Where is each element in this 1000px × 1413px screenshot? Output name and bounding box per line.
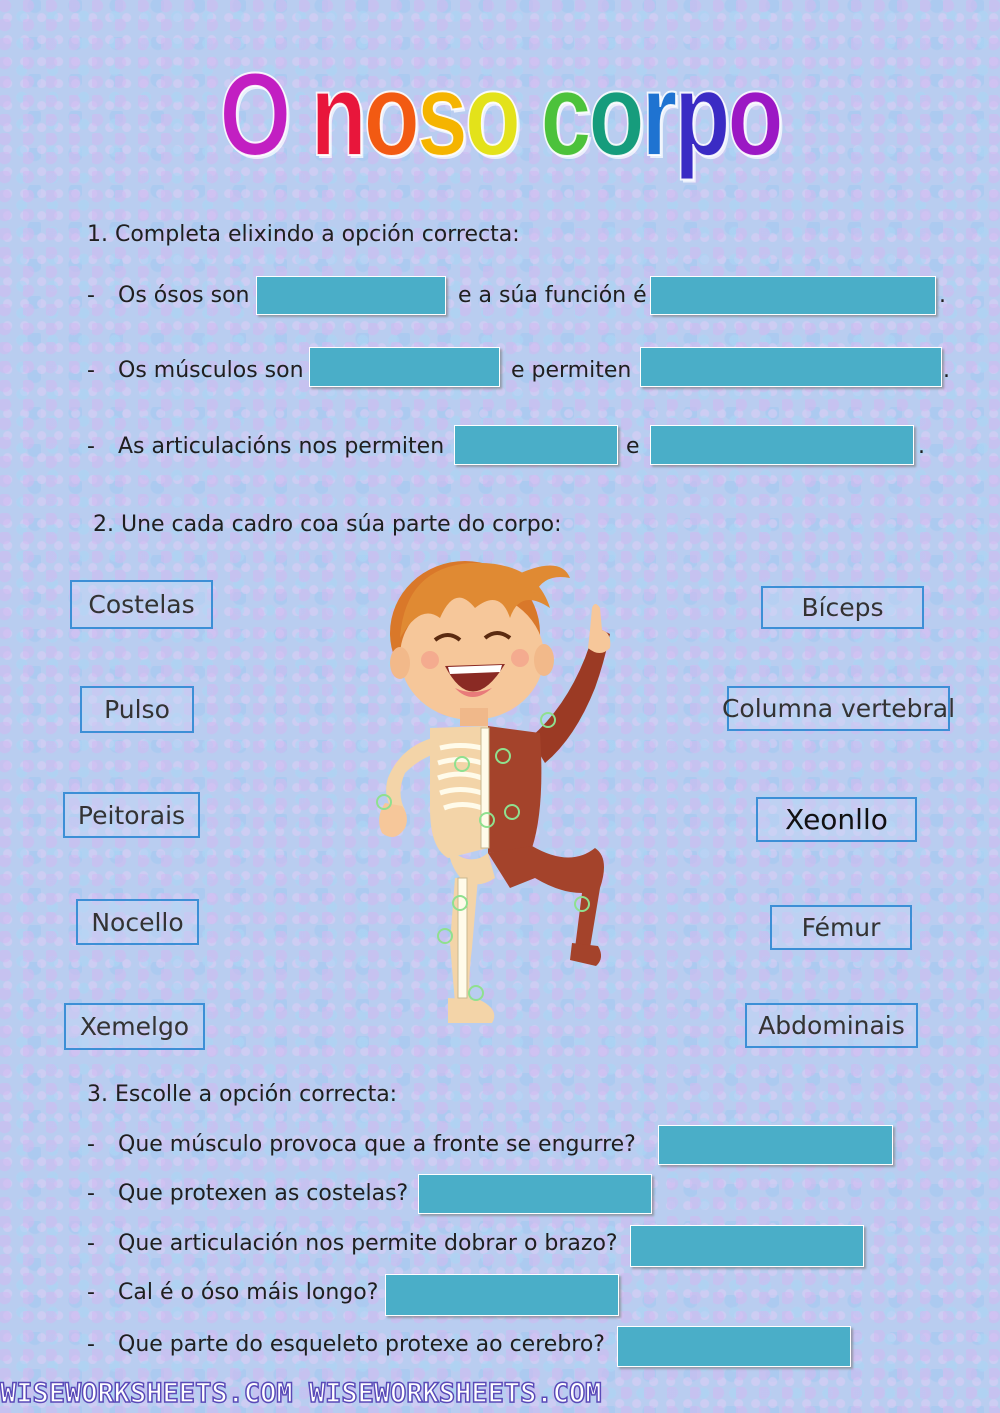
label-abdominais[interactable]: Abdominais xyxy=(745,1003,918,1048)
dash: - xyxy=(87,1280,95,1305)
question-text: Que parte do esqueleto protexe ao cerebro? xyxy=(118,1332,605,1357)
period: . xyxy=(939,283,946,308)
question-text: e xyxy=(626,434,640,459)
section3-heading: 3. Escolle a opción correcta: xyxy=(87,1082,398,1107)
question-text: Os músculos son xyxy=(118,358,304,383)
dash: - xyxy=(87,1332,95,1357)
body-illustration xyxy=(360,548,620,1038)
dash: - xyxy=(87,434,95,459)
title-letter: o xyxy=(464,49,518,181)
label-peitorais[interactable]: Peitorais xyxy=(63,792,200,838)
answer-dropdown[interactable] xyxy=(309,347,500,387)
answer-dropdown[interactable] xyxy=(385,1274,619,1316)
footer-text: WISEWORKSHEETS.COM WISEWORKSHEETS.COM xyxy=(0,1378,602,1409)
dash: - xyxy=(87,283,95,308)
label-columna-vertebral[interactable]: Columna vertebral xyxy=(727,686,950,731)
answer-dropdown[interactable] xyxy=(418,1174,652,1214)
title-letter: o xyxy=(727,49,781,181)
section2-heading: 2. Une cada cadro coa súa parte do corpo: xyxy=(93,512,562,537)
question-text: Cal é o óso máis longo? xyxy=(118,1280,379,1305)
answer-dropdown[interactable] xyxy=(617,1326,851,1367)
title-letter: c xyxy=(540,49,589,181)
label-pulso[interactable]: Pulso xyxy=(80,686,194,733)
question-text: Que músculo provoca que a fronte se engurre? xyxy=(118,1132,636,1157)
label-nocello[interactable]: Nocello xyxy=(76,899,199,945)
answer-dropdown[interactable] xyxy=(454,425,618,465)
answer-dropdown[interactable] xyxy=(640,347,942,387)
answer-dropdown[interactable] xyxy=(630,1225,864,1267)
dash: - xyxy=(87,1181,95,1206)
answer-dropdown[interactable] xyxy=(256,276,446,315)
answer-dropdown[interactable] xyxy=(650,276,936,315)
title-letter xyxy=(518,40,540,190)
question-text: e permiten xyxy=(511,358,632,383)
label-xeonllo[interactable]: Xeonllo xyxy=(756,797,917,842)
question-text: Que articulación nos permite dobrar o brazo? xyxy=(118,1231,618,1256)
label-xemelgo[interactable]: Xemelgo xyxy=(64,1003,205,1050)
label-costelas[interactable]: Costelas xyxy=(70,580,213,629)
title-letter: o xyxy=(588,49,642,181)
section1-heading: 1. Completa elixindo a opción correcta: xyxy=(87,222,520,247)
question-text: As articulacións nos permiten xyxy=(118,434,445,459)
page-title xyxy=(110,40,890,190)
footer-watermark xyxy=(0,1378,1000,1413)
question-text: Os ósos son xyxy=(118,283,250,308)
title-letter: p xyxy=(674,49,728,181)
title-letter: r xyxy=(641,49,675,181)
question-text: Que protexen as costelas? xyxy=(118,1181,409,1206)
label-femur[interactable]: Fémur xyxy=(770,905,912,950)
label-biceps[interactable]: Bíceps xyxy=(761,586,924,629)
title-letter: o xyxy=(363,49,417,181)
period: . xyxy=(918,434,925,459)
answer-dropdown[interactable] xyxy=(650,425,914,465)
dash: - xyxy=(87,1231,95,1256)
period: . xyxy=(943,358,950,383)
title-letter xyxy=(288,40,310,190)
question-text: e a súa función é xyxy=(458,283,647,308)
dash: - xyxy=(87,1132,95,1157)
title-letter: s xyxy=(416,49,465,181)
title-letter: n xyxy=(310,49,364,181)
answer-dropdown[interactable] xyxy=(658,1125,893,1165)
dash: - xyxy=(87,358,95,383)
title-letter: O xyxy=(219,49,289,181)
